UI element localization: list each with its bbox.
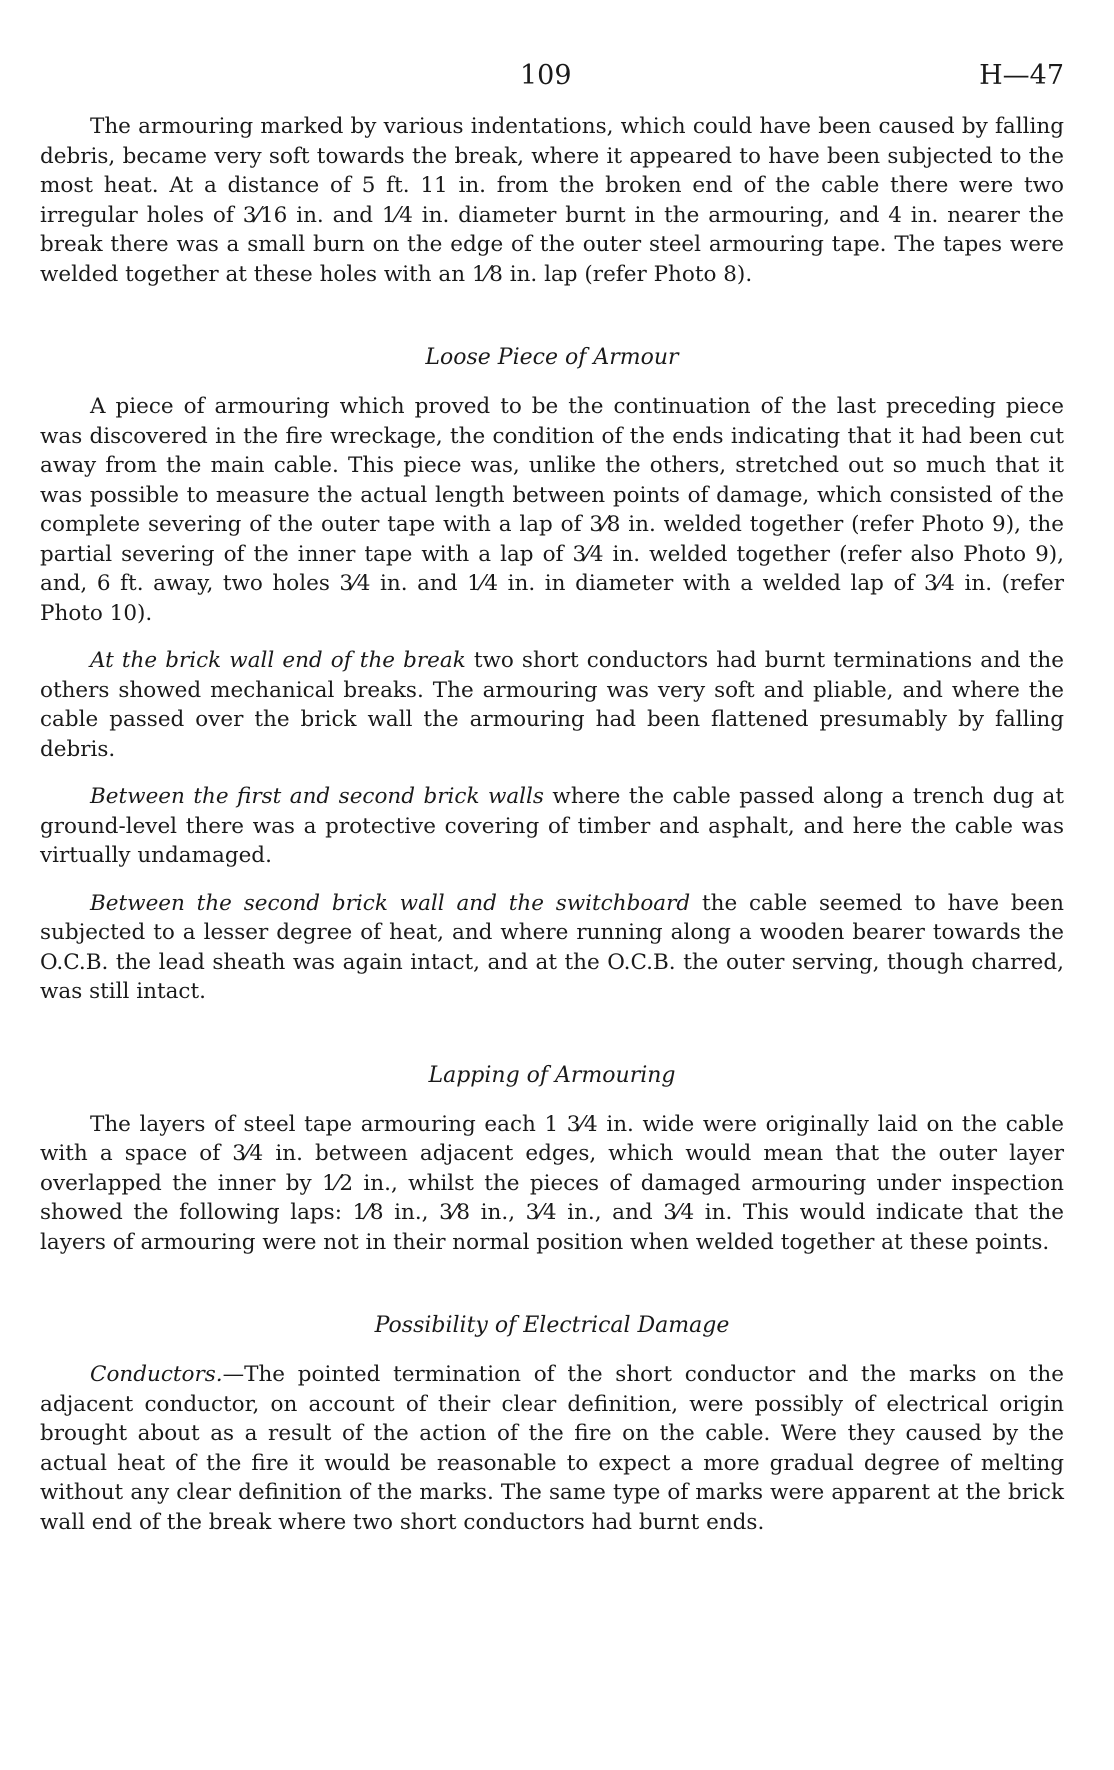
- paragraph-body: —The pointed termination of the short conductor and the marks on the adjacent conductor, on account of their clear definition, were possibly of electrical origin brought about as a result of the action of the fire on the cable. Were they caused by the actual heat of the fire it would be reasonable to expect a more gradual degree of melting without any clear definition of the marks. The same type of marks were apparent at the brick wall end of the break where two short conductors had burnt ends.: [40, 1362, 1064, 1535]
- document-page: [40, 60, 1064, 1555]
- paragraph-switchboard: [40, 889, 1064, 1007]
- paragraph-lead-italic: At the brick wall end of the break: [90, 648, 466, 673]
- paragraph-loose-piece: A piece of armouring which proved to be the continuation of the last preceding piece was discovered in the fire wreckage, the condition of the ends indicating that it had been cut away from the main cable. This piece was, unlike the others, stretched out so much that it was possible to measure the actual length between points of damage, which consisted of the complete severing of the outer tape with a lap of 3⁄8 in. welded together (refer Photo 9), the partial severing of the inner tape with a lap of 3⁄4 in. welded together (refer also Photo 9), and, 6 ft. away, two holes 3⁄4 in. and 1⁄4 in. in diameter with a welded lap of 3⁄4 in. (refer Photo 10).: [40, 394, 1064, 626]
- page-number: 109: [520, 60, 572, 91]
- document-reference: H—47: [979, 60, 1064, 91]
- paragraph-brick-wall-end: [40, 646, 1064, 764]
- paragraph-lead-italic: Between the second brick wall and the switchboard: [90, 890, 691, 916]
- paragraph-body: where the cable passed along a trench dug at ground-level there was a protective covering of timber and asphalt, and here the cable was virtually undamaged.: [40, 784, 1064, 868]
- paragraph-conductors: [40, 1360, 1064, 1537]
- paragraph-lead-italic: Between the first and second brick walls: [90, 784, 544, 809]
- paragraph-body: two short conductors had burnt terminations and the others showed mechanical breaks. The armouring was very soft and pliable, and where the cable passed over the brick wall the armouring had been flattened presumably by falling debris.: [40, 648, 1064, 762]
- section-heading-lapping: Lapping of Armouring: [428, 1062, 676, 1088]
- paragraph-body: the cable seemed to have been subjected to a lesser degree of heat, and where running along a wooden bearer towards the O.C.B. the lead sheath was again intact, and at the O.C.B. the outer serving, though charred, was still intact.: [40, 890, 1064, 1004]
- section-heading-electrical-damage: Possibility of Electrical Damage: [374, 1313, 730, 1338]
- paragraph-lapping: The layers of steel tape armouring each 1 3⁄4 in. wide were originally laid on the cable with a space of 3⁄4 in. between adjacent edges, which would mean that the outer layer overlapped the inner by 1⁄2 in., whilst the pieces of damaged armouring under inspection showed the following laps: 1⁄8 in., 3⁄8 in., 3⁄4 in., and 3⁄4 in. This would indicate that the layers of armouring were not in their normal position when welded together at these points.: [40, 1111, 1064, 1255]
- paragraph-armouring-damage: The armouring marked by various indentations, which could have been caused by falling debris, became very soft towards the break, where it appeared to have been subjected to the most heat. At a distance of 5 ft. 11 in. from the broken end of the cable there were two irregular holes of 3⁄16 in. and 1⁄4 in. diameter burnt in the armouring, and 4 in. nearer the break there was a small burn on the edge of the outer steel armouring tape. The tapes were welded together at these holes with an 1⁄8 in. lap (refer Photo 8).: [40, 114, 1064, 287]
- section-heading-loose-piece: Loose Piece of Armour: [425, 345, 679, 370]
- paragraph-lead-italic: Conductors.: [90, 1362, 223, 1387]
- paragraph-between-walls: [40, 782, 1064, 871]
- page-header: [40, 60, 1064, 112]
